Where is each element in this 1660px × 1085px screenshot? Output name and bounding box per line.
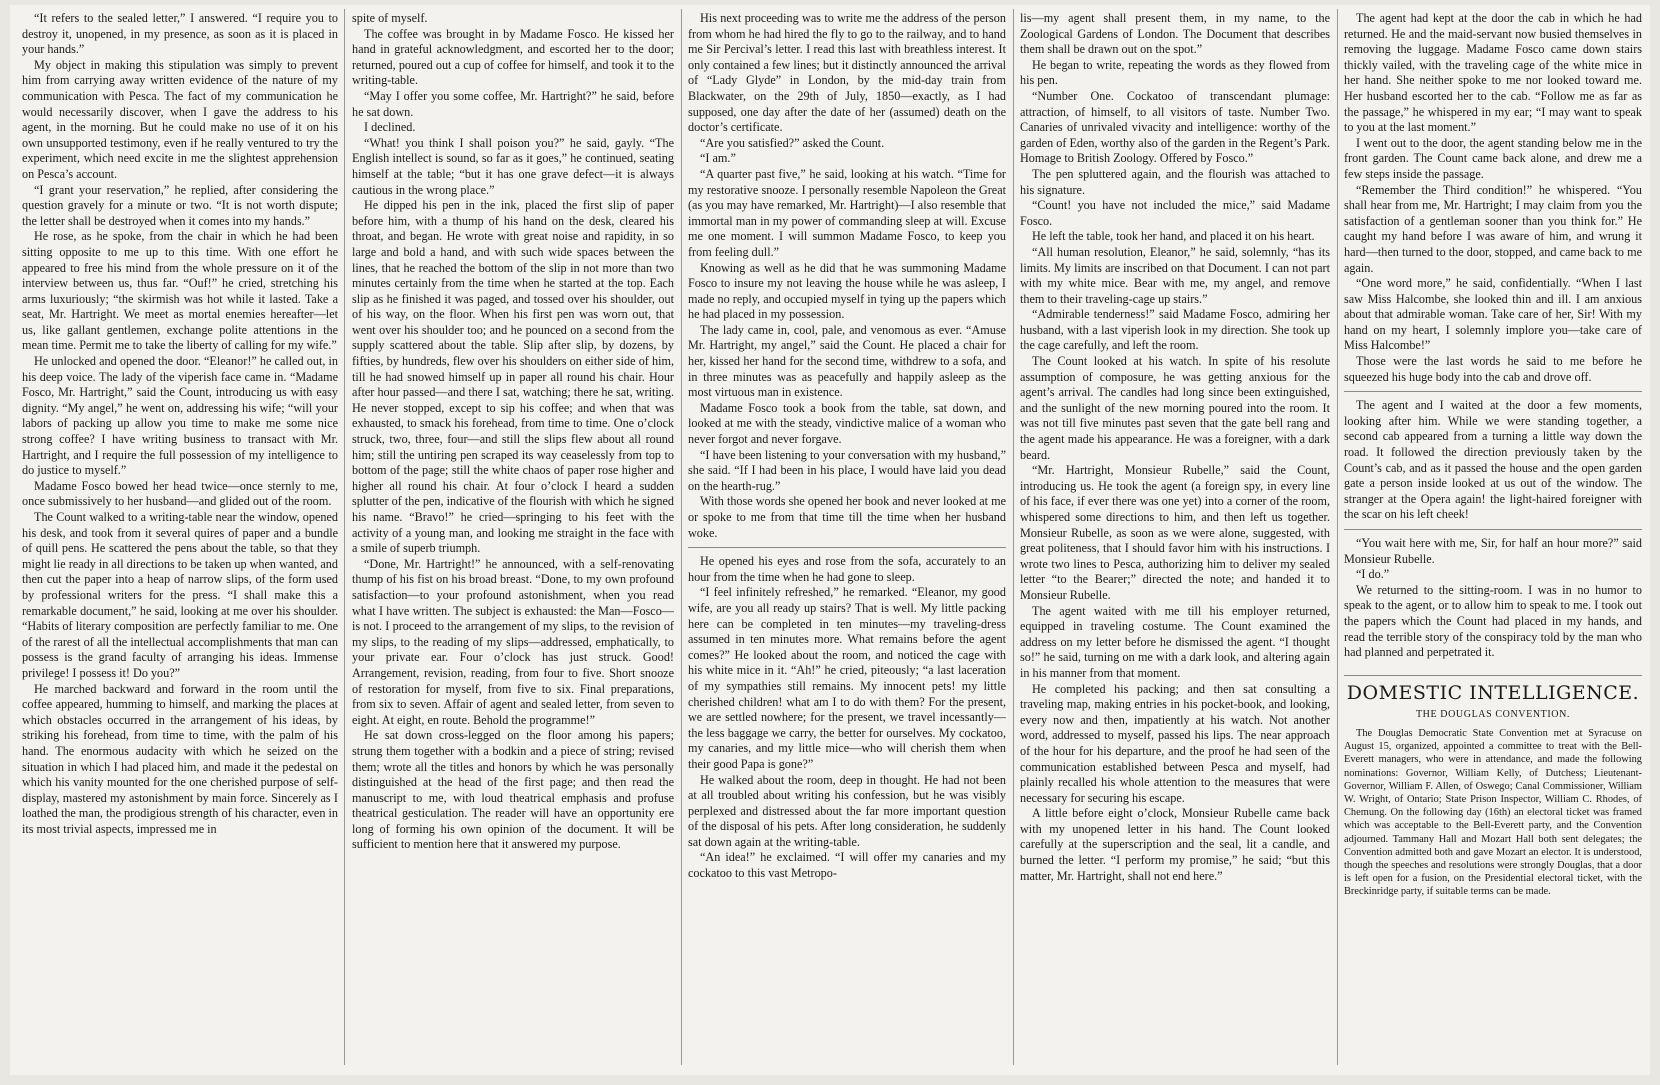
paragraph: “I do.” [1356,567,1390,582]
section-divider [688,547,1006,548]
paragraph: The lady came in, cool, pale, and venomous as ever. “Amuse Mr. Hartright, my angel,” said the Count. He placed a chair for her, kissed her hand for the second time, withdrew to a sofa, and in three minutes was as peacefully and happily asleep as the most virtuous man in existence. [688,322,1006,400]
paragraph: “Admirable tenderness!” said Madame Fosco, admiring her husband, with a last viperish look in my direction. She took up the cage carefully, and left the room. [1020,307,1330,353]
section-divider [1344,391,1642,392]
paragraph: He left the table, took her hand, and placed it on his heart. [1032,229,1315,244]
column-2 [352,11,674,1063]
paragraph: The coffee was brought in by Madame Fosco. He kissed her hand in grateful acknowledgment, and escorted her to the door; returned, poured out a cup of coffee for himself, and took it to the writing-table. [352,26,674,88]
column-rule [1337,9,1338,1065]
paragraph: The agent had kept at the door the cab in which he had returned. He and the maid-servant now busied themselves in removing the luggage. Madame Fosco came down stairs thickly vailed, with the traveling cage of the white mice in her hand. She neither spoke to me nor looked toward me. Her husband escorted her to the cab. “Follow me as far as the passage,” he whispered in my ear; “I may want to speak to you at the last moment.” [1344,11,1642,135]
paragraph: The Count walked to a writing-table near the window, opened his desk, and took from it several quires of paper and a bundle of quill pens. He scattered the pens about the table, so that they might lie ready in all directions to be taken up when wanted, and then cut the paper into a heap of narrow slips, of the form used by professional writers for the press. “I shall make this a remarkable document,” he said, looking at me over his shoulder. “Habits of literary composition are perfectly familiar to me. One of the rarest of all the intellectual accomplishments that man can possess is the grand faculty of arranging his ideas. Immense privilege! I possess it! Do you?” [22,510,338,680]
paragraph: He opened his eyes and rose from the sofa, accurately to an hour from the time when he had gone to sleep. [688,554,1006,584]
paragraph: He completed his packing; and then sat consulting a traveling map, making entries in his pocket-book, and looking, every now and then, impatiently at his watch. Not another word, addressed to myself, passed his lips. The near approach of the hour for his departure, and the proof he had seen of the communication established between Pesca and myself, had plainly recalled his whole attention to the measures that were necessary for securing his escape. [1020,681,1330,805]
paragraph: I declined. [364,120,416,135]
column-3 [688,11,1006,1063]
paragraph: Madame Fosco bowed her head twice—once sternly to me, once submissively to her husband—and glided out of the room. [22,478,338,509]
column-rule [681,9,682,1065]
paragraph: lis—my agent shall present them, in my name, to the Zoological Gardens of London. The Document that describes them shall be drawn out on the spot.” [1020,11,1330,57]
paragraph: “I feel infinitely refreshed,” he remarked. “Eleanor, my good wife, are you all ready up stairs? That is well. My little packing here can be completed in ten minutes—my traveling-dress assumed in ten minutes more. What remains before the agent comes?” He looked about the room, and noticed the cage with his white mice in it. “Ah!” he cried, piteously; “a last laceration of my sympathies still remains. My innocent pets! my little cherished children! what am I to do with them? For the present, we are settled nowhere; for the present, we travel incessantly—the less baggage we carry, the better for ourselves. My cockatoo, my canaries, and my little mice—who will cherish them when their good Papa is gone?” [688,585,1006,771]
column-5 [1344,11,1642,1063]
section-heading: DOMESTIC INTELLIGENCE. [1344,675,1642,702]
column-1 [22,11,338,1063]
paragraph: “Remember the Third condition!” he whispered. “You shall hear from me, Mr. Hartright; I may claim from you the satisfaction of a gentleman sooner than you think for.” He caught my hand before I was aware of him, and wrung it hard—then turned to the door, stopped, and came back to me again. [1344,182,1642,275]
paragraph: “I grant your reservation,” he replied, after considering the question gravely for a minute or two. “It is not worth dispute; the letter shall be destroyed when it comes into my hands.” [22,182,338,228]
paragraph: “Count! you have not included the mice,” said Madame Fosco. [1020,198,1330,228]
paragraph: “Are you satisfied?” asked the Count. [700,135,885,150]
paragraph: My object in making this stipulation was simply to prevent him from carrying away written evidence of the nature of my communication with Pesca. The fact of my communication he would necessarily discover, when I gave the address to his agent, in the morning. But he could make no use of it on his own unsupported testimony, even if he really ventured to try the experiment, which need excite in me the slightest apprehension on Pesca’s account. [22,57,338,181]
paragraph: spite of myself. [352,11,428,25]
paragraph: “I am.” [700,151,736,166]
column-rule [344,9,345,1065]
paragraph: “Number One. Cockatoo of transcendant plumage: attraction, of himself, to all visitors of taste. Number Two. Canaries of unrivaled vivacity and intelligence: worthy of the garden of Eden, worthy also of the garden in the Regent’s Park. Homage to British Zoology. Offered by Fosco.” [1020,88,1330,166]
paragraph: “What! you think I shall poison you?” he said, gayly. “The English intellect is sound, so far as it goes,” he continued, seating himself at the table; “but it has one grave defect—it is always cautious in the wrong place.” [352,135,674,197]
paragraph: “Done, Mr. Hartright!” he announced, with a self-renovating thump of his fist on his broad breast. “Done, to my own profound satisfaction—to your profound astonishment, when you read what I have written. The subject is exhausted: the Man—Fosco—is not. I proceed to the arrangement of my slips, to the revision of my slips, to the reading of my slips—addressed, emphatically, to your private ear. Four o’clock has just struck. Good! Arrangement, revision, reading, from four to five. Short snooze of restoration for myself, from five to six. Final preparations, from six to seven. Affair of agent and sealed letter, from seven to eight. At eight, en route. Behold the programme!” [352,556,674,727]
paragraph: We returned to the sitting-room. I was in no humor to speak to the agent, or to allow him to speak to me. I took out the papers which the Count had placed in my hands, and read the terrible story of the conspiracy told by the man who had planned and perpetrated it. [1344,582,1642,660]
article-body: The Douglas Democratic State Convention met at Syracuse on August 15, organized, appointed a committee to treat with the Bell-Everett managers, who were in attendance, and made the following nominations: Governor, William Kelly, of Dutchess; Lieutenant-Governor, William F. Allen, of Oswego; Canal Commissioner, William W. Wright, of Ontario; State Prison Inspector, William C. Rhodes, of Chemung. On the following day (16th) an electoral ticket was framed which was acceptable to the Bell-Everett party, and the Convention adjourned. Tammany Hall and Mozart Hall both sent delegates; the Convention admitted both and gave Mozart an elector. It is understood, though the speeches and resolutions were strongly Douglas, that a door is left open for a fusion, on the Presidential electoral ticket, with the Breckinridge party, if suitable terms can be made. [1344,727,1642,898]
paragraph: “It refers to the sealed letter,” I answered. “I require you to destroy it, unopened, in my presence, as soon as it is placed in your hands.” [22,11,338,57]
article-title: THE DOUGLAS CONVENTION. [1415,709,1571,721]
paragraph: Knowing as well as he did that he was summoning Madame Fosco to insure my not leaving the house while he was asleep, I made no reply, and occupied myself in tying up the papers which he had placed in my possession. [688,260,1006,322]
paragraph: Madame Fosco took a book from the table, sat down, and looked at me with the steady, vindictive malice of a woman who never forgot and never forgave. [688,400,1006,447]
paragraph: “Mr. Hartright, Monsieur Rubelle,” said the Count, introducing us. He took the agent (a foreign spy, in every line of his face, if ever there was one yet) into a corner of the room, whispered some directions to him, and then left us together. Monsieur Rubelle, as soon as we were alone, suggested, with great politeness, that I should favor him with his instructions. I wrote two lines to Pesca, authorizing him to deliver my sealed letter “to the Bearer;” directed the note; and handed it to Monsieur Rubelle. [1020,463,1330,602]
paragraph: He unlocked and opened the door. “Eleanor!” he called out, in his deep voice. The lady of the viperish face came in. “Madame Fosco, Mr. Hartright,” said the Count, introducing us with easy dignity. “My angel,” he went on, addressing his wife; “will your labors of packing up allow you time to make me some nice strong coffee? I have writing business to transact with Mr. Hartright, and I require the full possession of my intelligence to do justice to myself.” [22,354,338,478]
paragraph: He sat down cross-legged on the floor among his papers; strung them together with a bodkin and a piece of string; revised them; wrote all the titles and honors by which he was personally distinguished at the head of the first page; and then read the manuscript to me, with loud theatrical emphasis and profuse theatrical gesticulation. The reader will have an opportunity ere long of forming his own opinion of the document. It will be sufficient to mention here that it answered my purpose. [352,728,674,852]
paragraph: Those were the last words he said to me before he squeezed his huge body into the cab and drove off. [1344,354,1642,384]
column-4 [1020,11,1330,1063]
paragraph: He rose, as he spoke, from the chair in which he had been sitting opposite to me up to this time. With one effort he appeared to free his mind from the whole pressure on it of the interview between us, thus far. “Ouf!” he cried, stretching his arms luxuriously; “the skirmish was hot while it lasted. Take a seat, Mr. Hartright. We meet as mortal enemies hereafter—let us, like gallant gentlemen, exchange polite attentions in the mean time. Permit me to take the liberty of calling for my wife.” [22,229,338,353]
paragraph: “May I offer you some coffee, Mr. Hartright?” he said, before he sat down. [352,88,674,119]
section-divider [1344,529,1642,530]
paragraph: His next proceeding was to write me the address of the person from whom he had hired the fly to go to the railway, and to hand me Sir Percival’s letter. I read this last with breathless interest. It only contained a few lines; but it distinctly announced the arrival of “Lady Glyde” in London, by the mid-day train from Blackwater, on the 29th of July, 1850—exactly, as I had supposed, one day after the date of her (assumed) death on the doctor’s certificate. [688,11,1006,135]
paragraph: “One word more,” he said, confidentially. “When I last saw Miss Halcombe, she looked thin and ill. I am anxious about that admirable woman. Take care of her, Sir! With my hand on my heart, I solemnly implore you—take care of Miss Halcombe!” [1344,276,1642,353]
paragraph: He began to write, repeating the words as they flowed from his pen. [1020,57,1330,88]
paragraph: “An idea!” he exclaimed. “I will offer my canaries and my cockatoo to this vast Metropo- [688,850,1006,881]
paragraph: A little before eight o’clock, Monsieur Rubelle came back with my unopened letter in his hand. The Count looked carefully at the superscription and the seal, lit a candle, and burned the letter. “I perform my promise,” he said; “but this matter, Mr. Hartright, shall not end here.” [1020,806,1330,883]
paragraph: He marched backward and forward in the room until the coffee appeared, humming to himself, and marking the places at which obstacles occurred in the arrangement of his ideas, by striking his forehead, from time to time, with the palm of his hand. The enormous audacity with which he seized on the situation in which I had placed him, and made it the pedestal on which his vanity mounted for the one cherished purpose of self-display, mastered my astonishment by main force. Sincerely as I loathed the man, the prodigious strength of his character, even in its most trivial aspects, impressed me in [22,681,338,836]
paragraph: The agent waited with me till his employer returned, equipped in traveling costume. The Count examined the address on my letter before he dismissed the agent. “I thought so!” he said, turning on me with a dark look, and altering again in his manner from that moment. [1020,603,1330,680]
paragraph: The agent and I waited at the door a few moments, looking after him. While we were standing together, a second cab appeared from a turning a little way down the road. It followed the direction previously taken by the Count’s cab, and as it passed the house and the open garden gate a person inside looked at us out of the window. The stranger at the Opera again! the light-haired foreigner with the scar on his left cheek! [1344,398,1642,522]
paragraph: With those words she opened her book and never looked at me or spoke to me from that time till the time when her husband woke. [688,494,1006,540]
paragraph: The pen spluttered again, and the flourish was attached to his signature. [1020,166,1330,197]
paragraph: The Count looked at his watch. In spite of his resolute assumption of composure, he was getting anxious for the agent’s arrival. The candles had long since been extinguished, and the sunlight of the new morning poured into the room. It was not till five minutes past seven that the gate bell rang and the agent made his appearance. He was a foreigner, with a dark beard. [1020,354,1330,462]
article-body-wrap [1344,727,1642,899]
paragraph: I went out to the door, the agent standing below me in the front garden. The Count came back alone, and drew me a few steps inside the passage. [1344,135,1642,181]
column-rule [1013,9,1014,1065]
paragraph: “A quarter past five,” he said, looking at his watch. “Time for my restorative snooze. I personally resemble Napoleon the Great (as you may have remarked, Mr. Hartright)—I also resemble that immortal man in my power of commanding sleep at will. Excuse me one moment. I will summon Madame Fosco, to keep you from feeling dull.” [688,166,1006,259]
newspaper-page [10,5,1650,1075]
paragraph: He dipped his pen in the ink, placed the first slip of paper before him, with a thump of his hand on the desk, cleared his throat, and began. He wrote with great noise and rapidity, in so large and bold a hand, and with such wide spaces between the lines, that he reached the bottom of the slip in not more than two minutes certainly from the time when he started at the top. Each slip as he finished it was paged, and tossed over his shoulder, out of his way, on the floor. When his first pen was worn out, that went over his shoulder too; and he pounced on a second from the supply scattered about the table. Slip after slip, by dozens, by fifties, by hundreds, flew over his shoulders on either side of him, till he had snowed himself up in paper all round his chair. Hour after hour passed—and there I sat, watching; there he sat, writing. He never stopped, except to sip his coffee; and when that was exhausted, to smack his forehead, from time to time. One o’clock struck, two, three, four—and still the slips flew about all round him; still the untiring pen scraped its way ceaselessly from top to bottom of the page; still the white chaos of paper rose higher and higher all round his chair. At four o’clock I heard a sudden splutter of the pen, indicative of the flourish with which he signed his name. “Bravo!” he cried—springing to his feet with the activity of a young man, and looking me straight in the face with a smile of superb triumph. [352,198,674,556]
paragraph: “All human resolution, Eleanor,” he said, solemnly, “has its limits. My limits are inscribed on that Document. I can not part with my white mice. Bear with me, my angel, and remove them to their traveling-cage up stairs.” [1020,244,1330,306]
paragraph: “You wait here with me, Sir, for half an hour more?” said Monsieur Rubelle. [1344,536,1642,566]
paragraph: “I have been listening to your conversation with my husband,” she said. “If I had been in his place, I would have laid you dead on the hearth-rug.” [688,447,1006,493]
paragraph: He walked about the room, deep in thought. He had not been at all troubled about writing his confession, but he was visibly perplexed and distressed about the far more important question of the disposal of his pets. After long consideration, he suddenly sat down again at the writing-table. [688,772,1006,849]
